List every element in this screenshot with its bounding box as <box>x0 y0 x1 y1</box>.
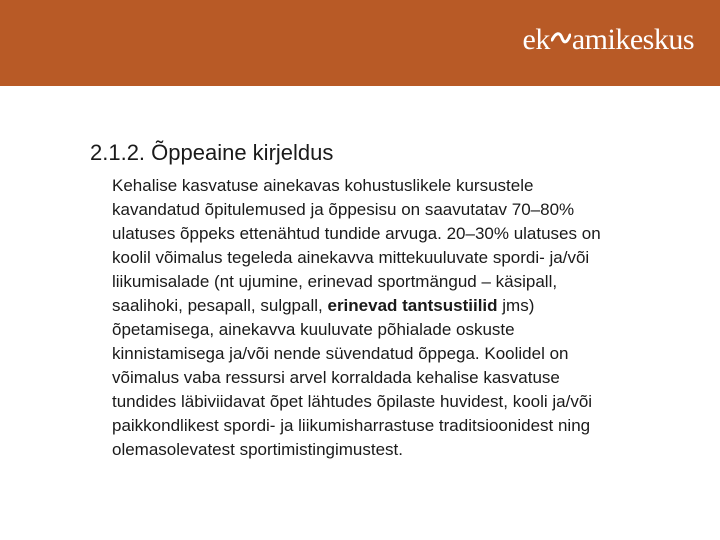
logo-wave-icon <box>551 31 571 45</box>
logo-text-end: amikeskus <box>571 23 694 56</box>
body-paragraph <box>112 174 622 462</box>
paragraph-text-end: jms) õpetamisega, ainekavva kuuluvate põhialade oskuste kinnistamisega ja/või nende süvendatud õppega. Koolidel on võimalus vaba ressursi arvel korraldada kehalise kasvatuse tundides läbiviidavat õpet lähtudes õpilaste huvidest, kooli ja/või paikkondlikest spordi- ja liikumisharrastuse traditsioonidest ning olemasolevatest sportimistingimustest. <box>112 296 593 459</box>
paragraph-text-start: Kehalise kasvatuse ainekavas kohustuslikele kursustele kavandatud õpitulemused ja õppesisu on saavutatav 70–80% ulatuses õppeks ettenähtud tundide arvuga. 20–30% ulatuses on koolil võimalus tegeleda ainekavva mittekuuluvate spordi- ja/või liikumisalade (nt ujumine, erinevad sportmängud – käsipall, saalihoki, pesapall, sulgpall, <box>112 176 601 315</box>
logo-text-start: ek <box>522 23 550 56</box>
header-band <box>0 0 720 86</box>
slide-title: 2.1.2. Õppeaine kirjeldus <box>90 140 334 165</box>
ekspertiis-logo <box>523 25 694 55</box>
paragraph-bold-text: erinevad tantsustiilid <box>327 296 498 315</box>
